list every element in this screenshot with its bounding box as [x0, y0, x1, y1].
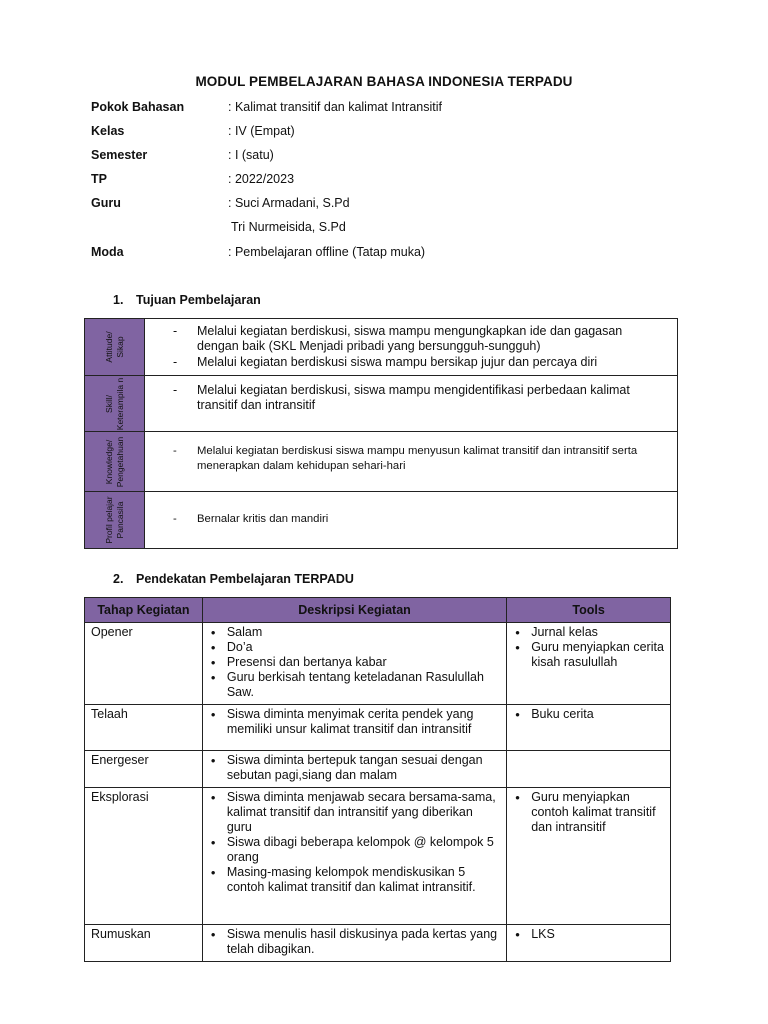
meta-label: Kelas — [91, 124, 125, 138]
dash-bullet: - — [173, 445, 177, 457]
side-label-line: Profil pelajar — [103, 496, 114, 544]
stage-cell: Energeser — [85, 751, 203, 788]
meta-value: : Kalimat transitif dan kalimat Intransitif — [228, 100, 442, 114]
meta-row-guru — [91, 196, 350, 214]
objective-item — [173, 444, 665, 474]
meta-label: TP — [91, 172, 107, 186]
meta-value: : I (satu) — [228, 148, 274, 162]
tools-cell — [507, 705, 671, 751]
meta-value: Tri Nurmeisida, S.Pd — [231, 220, 346, 234]
list-item: • LKS — [515, 927, 665, 942]
list-item: • Siswa menulis hasil diskusinya pada kertas yang telah dibagikan. — [211, 927, 501, 957]
column-header: Tahap Kegiatan — [85, 598, 203, 623]
objective-content — [173, 512, 665, 528]
table-row — [85, 623, 671, 705]
table-row — [85, 788, 671, 925]
meta-row-semester — [91, 148, 274, 166]
objective-content — [173, 444, 665, 475]
objective-row-attitude — [85, 319, 677, 376]
dash-bullet: - — [173, 324, 178, 338]
dash-bullet: - — [173, 383, 178, 397]
meta-row-kelas — [91, 124, 295, 142]
table-header-row — [85, 598, 671, 623]
objective-item — [173, 383, 665, 413]
list-item: • Buku cerita — [515, 707, 665, 722]
meta-value: : IV (Empat) — [228, 124, 295, 138]
column-header: Tools — [507, 598, 671, 623]
side-label-line: Pengetahuan — [114, 436, 125, 487]
column-header: Deskripsi Kegiatan — [202, 598, 506, 623]
table-row — [85, 705, 671, 751]
section-heading-pendekatan — [113, 572, 354, 586]
meta-row-moda — [91, 245, 425, 263]
section-title: Pendekatan Pembelajaran TERPADU — [136, 572, 354, 586]
side-label-line: Keterampila n — [114, 377, 125, 430]
tools-cell — [507, 788, 671, 925]
list-item: • Salam — [211, 625, 501, 640]
objective-text: Melalui kegiatan berdiskusi siswa mampu bersikap jujur dan percaya diri — [197, 355, 598, 369]
list-item: • Siswa diminta menjawab secara bersama-sama, kalimat transitif dan intransitif yang diberikan guru — [211, 790, 501, 835]
objective-text: Melalui kegiatan berdiskusi, siswa mampu mengidentifikasi perbedaan kalimat transitif dan intransitif — [197, 383, 630, 412]
table-row — [85, 925, 671, 962]
objective-text: Melalui kegiatan berdiskusi, siswa mampu mengungkapkan ide dan gagasan dengan baik (SKL Menjadi pribadi yang bersungguh-sungguh) — [197, 324, 623, 353]
list-item: • Siswa diminta menyimak cerita pendek yang memiliki unsur kalimat transitif dan intransitif — [211, 707, 501, 737]
document-title: MODUL PEMBELAJARAN BAHASA INDONESIA TERPADU — [195, 74, 573, 89]
objective-text: Melalui kegiatan berdiskusi siswa mampu menyusun kalimat transitif dan intransitif serta menerapkan dalam kehidupan sehari-hari — [197, 445, 638, 472]
meta-row-tp — [91, 172, 294, 190]
stage-cell: Eksplorasi — [85, 788, 203, 925]
side-label-profil — [85, 492, 145, 548]
dash-bullet: - — [173, 513, 177, 525]
meta-value: : Suci Armadani, S.Pd — [228, 196, 350, 210]
side-label-knowledge — [85, 432, 145, 491]
section-heading-tujuan — [113, 293, 261, 307]
list-item: • Guru berkisah tentang keteladanan Rasulullah Saw. — [211, 670, 501, 700]
meta-label: Pokok Bahasan — [91, 100, 185, 114]
meta-label: Guru — [91, 196, 121, 210]
objective-content — [173, 383, 665, 414]
list-item: • Siswa dibagi beberapa kelompok @ kelompok 5 orang — [211, 835, 501, 865]
list-item: • Do’a — [211, 640, 501, 655]
stage-cell: Telaah — [85, 705, 203, 751]
side-label-line: Attitude/ — [103, 331, 114, 363]
objective-item — [173, 512, 665, 527]
list-item: • Presensi dan bertanya kabar — [211, 655, 501, 670]
list-item: • Jurnal kelas — [515, 625, 665, 640]
meta-value: : Pembelajaran offline (Tatap muka) — [228, 245, 426, 259]
tools-cell — [507, 925, 671, 962]
meta-row-guru-2 — [91, 220, 346, 238]
table-row — [85, 751, 671, 788]
side-label-line: Sikap — [114, 336, 125, 358]
side-label-line: Knowledge/ — [103, 439, 114, 484]
list-item: • Masing-masing kelompok mendiskusikan 5 contoh kalimat transitif dan kalimat intransitif. — [211, 865, 501, 895]
side-label-line: Pancasila — [114, 501, 125, 539]
description-cell — [202, 788, 506, 925]
meta-label: Semester — [91, 148, 148, 162]
objective-text: Bernalar kritis dan mandiri — [197, 513, 329, 525]
description-cell — [202, 751, 506, 788]
list-item: • Guru menyiapkan cerita kisah rasulullah — [515, 640, 665, 670]
meta-value: : 2022/2023 — [228, 172, 295, 186]
activities-table — [84, 597, 671, 962]
list-item: • Guru menyiapkan contoh kalimat transitif dan intransitif — [515, 790, 665, 835]
side-label-attitude — [85, 319, 145, 375]
dash-bullet: - — [173, 355, 178, 369]
section-number: 1. — [113, 293, 124, 307]
description-cell — [202, 705, 506, 751]
objective-content — [173, 324, 665, 371]
description-cell — [202, 925, 506, 962]
side-label-skill — [85, 376, 145, 431]
side-label-line: Skill/ — [103, 394, 114, 413]
objectives-table — [84, 318, 678, 549]
section-title: Tujuan Pembelajaran — [136, 293, 261, 307]
tools-cell — [507, 623, 671, 705]
stage-cell: Rumuskan — [85, 925, 203, 962]
meta-label: Moda — [91, 245, 124, 259]
meta-row-pokok-bahasan — [91, 100, 442, 118]
objective-row-knowledge — [85, 432, 677, 492]
description-cell — [202, 623, 506, 705]
objective-row-skill — [85, 376, 677, 432]
objective-row-profil — [85, 492, 677, 548]
tools-cell — [507, 751, 671, 788]
list-item: • Siswa diminta bertepuk tangan sesuai dengan sebutan pagi,siang dan malam — [211, 753, 501, 783]
stage-cell: Opener — [85, 623, 203, 705]
section-number: 2. — [113, 572, 124, 586]
objective-item — [173, 355, 665, 370]
meta-label — [91, 220, 228, 238]
objective-item — [173, 324, 665, 354]
